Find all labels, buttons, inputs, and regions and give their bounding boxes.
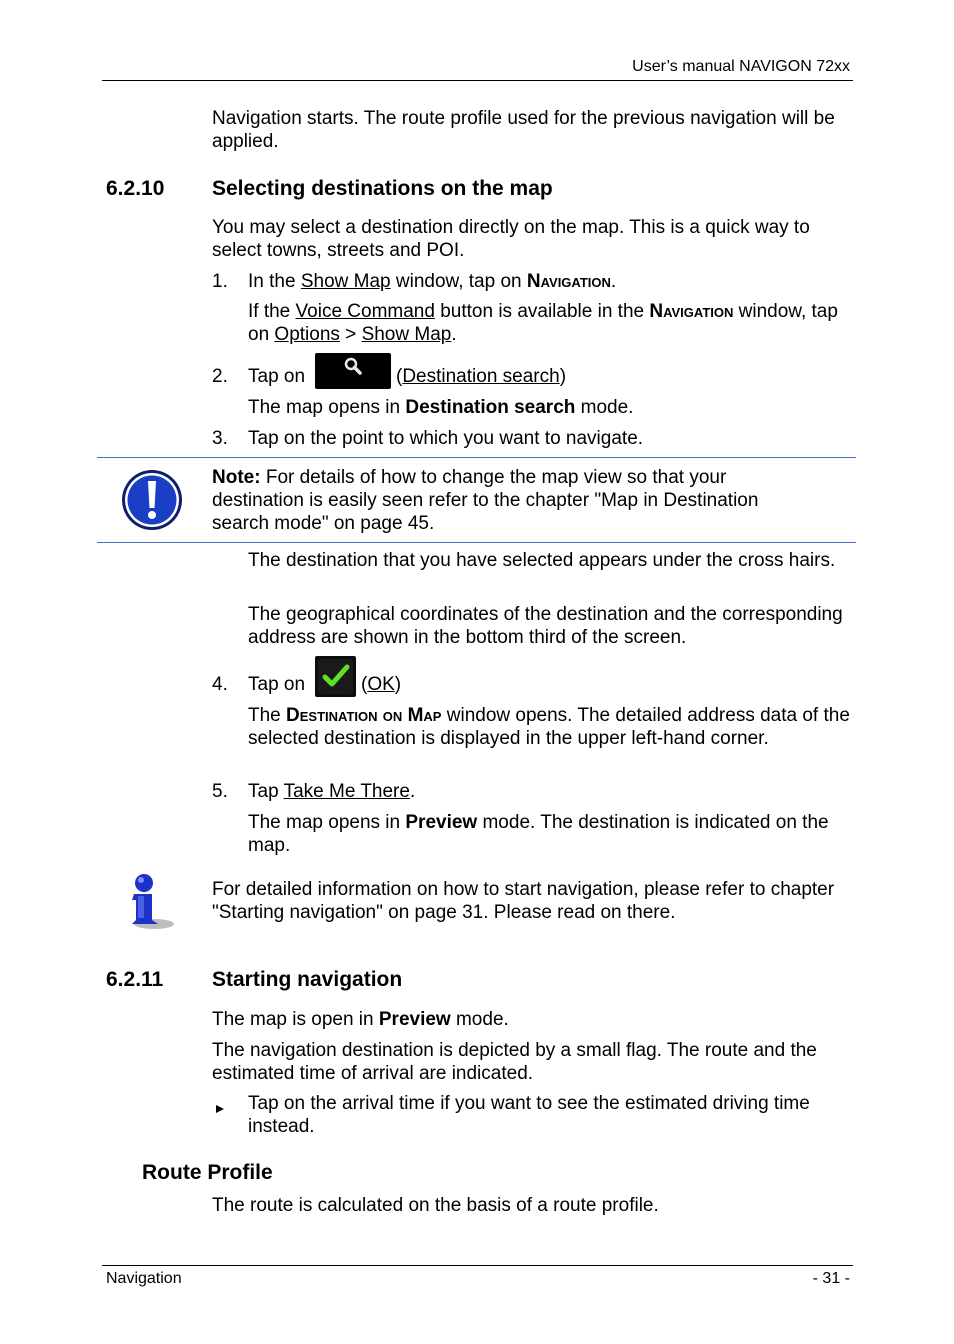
destination-on-map-label: Destination on Map [286,705,442,726]
running-header: User’s manual NAVIGON 72xx [632,58,850,75]
intro-paragraph: Navigation starts. The route profile used for the previous navigation will be applied. [212,108,835,152]
ok-link[interactable]: OK [367,674,395,695]
step-number: 1. [212,271,228,292]
checkmark-icon[interactable] [315,656,356,697]
voice-command-link[interactable]: Voice Command [295,301,435,322]
step-number: 2. [212,366,228,387]
step-number: 5. [212,781,228,802]
info-person-icon [122,872,178,932]
search-icon[interactable] [315,353,391,389]
section-title: Starting navigation [212,968,403,991]
step-4-tap-label: Tap on [248,674,306,695]
page-number: - 31 - [812,1270,850,1287]
section-number: 6.2.11 [106,968,164,991]
step-number: 3. [212,428,228,449]
step-4-subtext: The Destination on Map window opens. The detailed address data of the selected destination is displayed in the upper left-hand corner. [248,705,850,749]
step-1-subtext: If the Voice Command button is available in the Navigation window, tap on Options > Show Map. [248,301,838,345]
show-map-link[interactable]: Show Map [300,271,391,292]
header-rule [102,80,853,81]
step-3-text: Tap on the point to which you want to navigate. [248,428,644,449]
subsection-title: Route Profile [142,1161,273,1184]
options-link[interactable]: Options [274,324,340,345]
navigation-label: Navigation [526,271,611,292]
bullet-text: Tap on the arrival time if you want to see the estimated driving time instead. [248,1093,810,1137]
step-2-subtext: The map opens in Destination search mode. [248,397,634,418]
step-2-link-wrap: (Destination search) [396,366,567,387]
step-1-text: In the Show Map window, tap on Navigation. [248,271,617,292]
section-number: 6.2.10 [106,177,165,200]
note-top-rule [97,457,856,458]
take-me-there-link[interactable]: Take Me There [283,781,410,802]
footer-rule [102,1265,853,1266]
subsection-paragraph: The route is calculated on the basis of a route profile. [212,1195,659,1216]
navigation-label: Navigation [649,301,734,322]
note-text: Note: For details of how to change the map view so that your destination is easily seen refer to the chapter "Map in Destination search mode" on page 45. [212,467,759,534]
destination-search-link[interactable]: Destination search [402,366,560,387]
section-paragraph: The map is open in Preview mode. [212,1009,509,1030]
arrow-bullet-icon [214,1098,226,1110]
after-note-paragraph: The geographical coordinates of the destination and the corresponding address are shown in the bottom third of the screen. [248,604,843,648]
step-5-subtext: The map opens in Preview mode. The destination is indicated on the map. [248,812,829,856]
step-5-text: Tap Take Me There. [248,781,416,802]
step-number: 4. [212,674,228,695]
exclamation-icon [120,468,184,532]
after-note-paragraph: The destination that you have selected appears under the cross hairs. [248,550,836,571]
show-map-link[interactable]: Show Map [361,324,452,345]
step-2-tap-label: Tap on [248,366,306,387]
section-paragraph: The navigation destination is depicted by a small flag. The route and the estimated time of arrival are indicated. [212,1040,817,1084]
footer-section: Navigation [106,1270,182,1287]
note-bottom-rule [97,542,856,543]
section-title: Selecting destinations on the map [212,177,553,200]
info-text: For detailed information on how to start navigation, please refer to chapter "Starting navigation" on page 31. Please read on there. [212,879,835,923]
step-4-link-wrap: (OK) [361,674,402,695]
section-intro: You may select a destination directly on the map. This is a quick way to select towns, streets and POI. [212,217,810,261]
